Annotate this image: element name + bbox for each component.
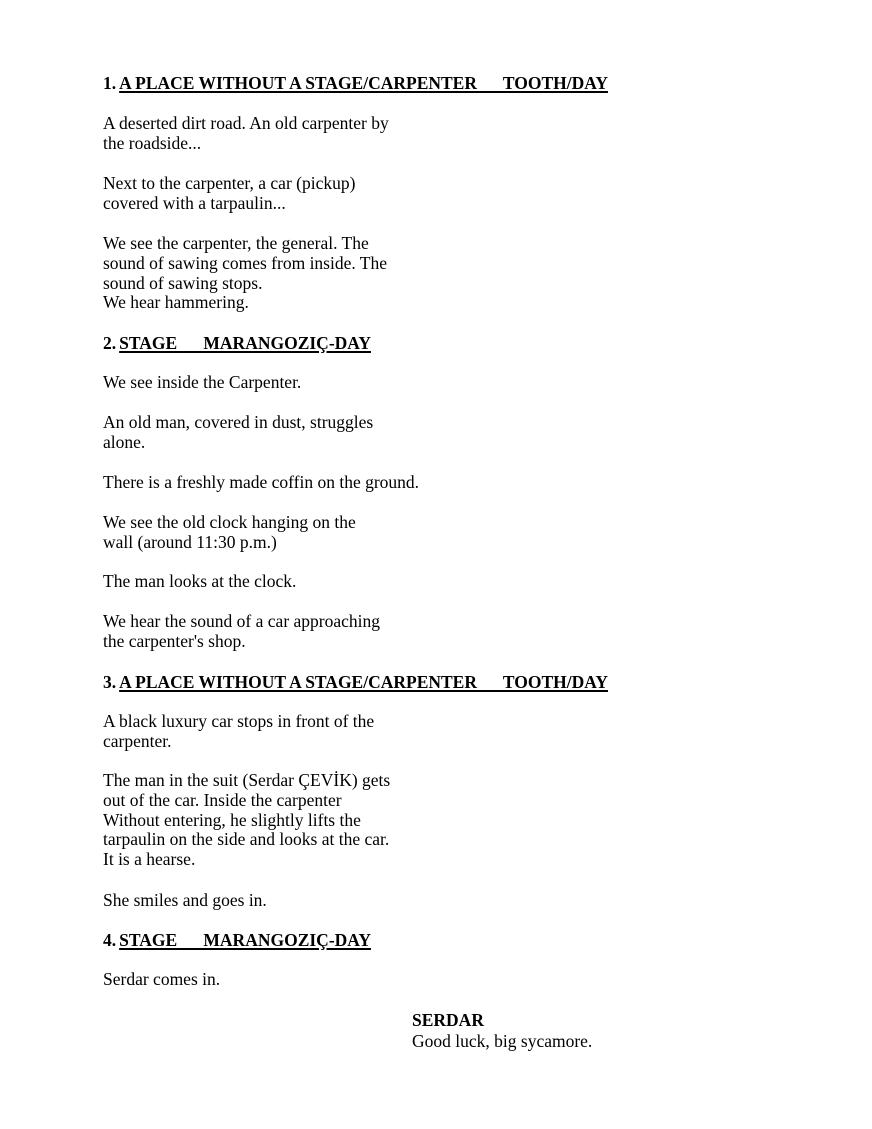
scene-heading-text: A PLACE WITHOUT A STAGE/CARPENTER TOOTH/DAY [119,73,608,93]
action-paragraph: A deserted dirt road. An old carpenter by the roadside... [103,113,389,153]
scene-heading-text: A PLACE WITHOUT A STAGE/CARPENTER TOOTH/DAY [119,672,608,692]
dialogue-line: Good luck, big sycamore. [412,1031,593,1051]
action-paragraph: There is a freshly made coffin on the ground. [103,472,420,492]
action-paragraph: We see inside the Carpenter. [103,372,302,392]
scene-heading-1 [103,73,608,93]
scene-number: 2. [103,333,117,353]
scene-number: 3. [103,672,117,692]
action-paragraph: We see the carpenter, the general. The sound of sawing comes from inside. The sound of sawing stops. We hear hammering. [103,233,388,313]
scene-heading-text: STAGE MARANGOZIÇ-DAY [119,333,371,353]
action-paragraph: We hear the sound of a car approaching the carpenter's shop. [103,611,381,651]
scene-heading-2 [103,333,371,353]
action-paragraph: Next to the carpenter, a car (pickup) covered with a tarpaulin... [103,173,356,213]
scene-number: 4. [103,930,117,950]
action-paragraph: The man in the suit (Serdar ÇEVİK) gets out of the car. Inside the carpenter Without entering, he slightly lifts the tarpaulin on the side and looks at the car. It is a hearse. [103,770,391,870]
action-paragraph: An old man, covered in dust, struggles alone. [103,412,374,452]
action-paragraph: She smiles and goes in. [103,890,267,910]
scene-heading-4 [103,930,371,950]
action-paragraph: A black luxury car stops in front of the carpenter. [103,711,375,751]
action-paragraph: The man looks at the clock. [103,571,297,591]
scene-number: 1. [103,73,117,93]
action-paragraph: Serdar comes in. [103,969,221,989]
action-paragraph: We see the old clock hanging on the wall (around 11:30 p.m.) [103,512,356,552]
character-name: SERDAR [412,1010,484,1030]
scene-heading-text: STAGE MARANGOZIÇ-DAY [119,930,371,950]
scene-heading-3 [103,672,608,692]
